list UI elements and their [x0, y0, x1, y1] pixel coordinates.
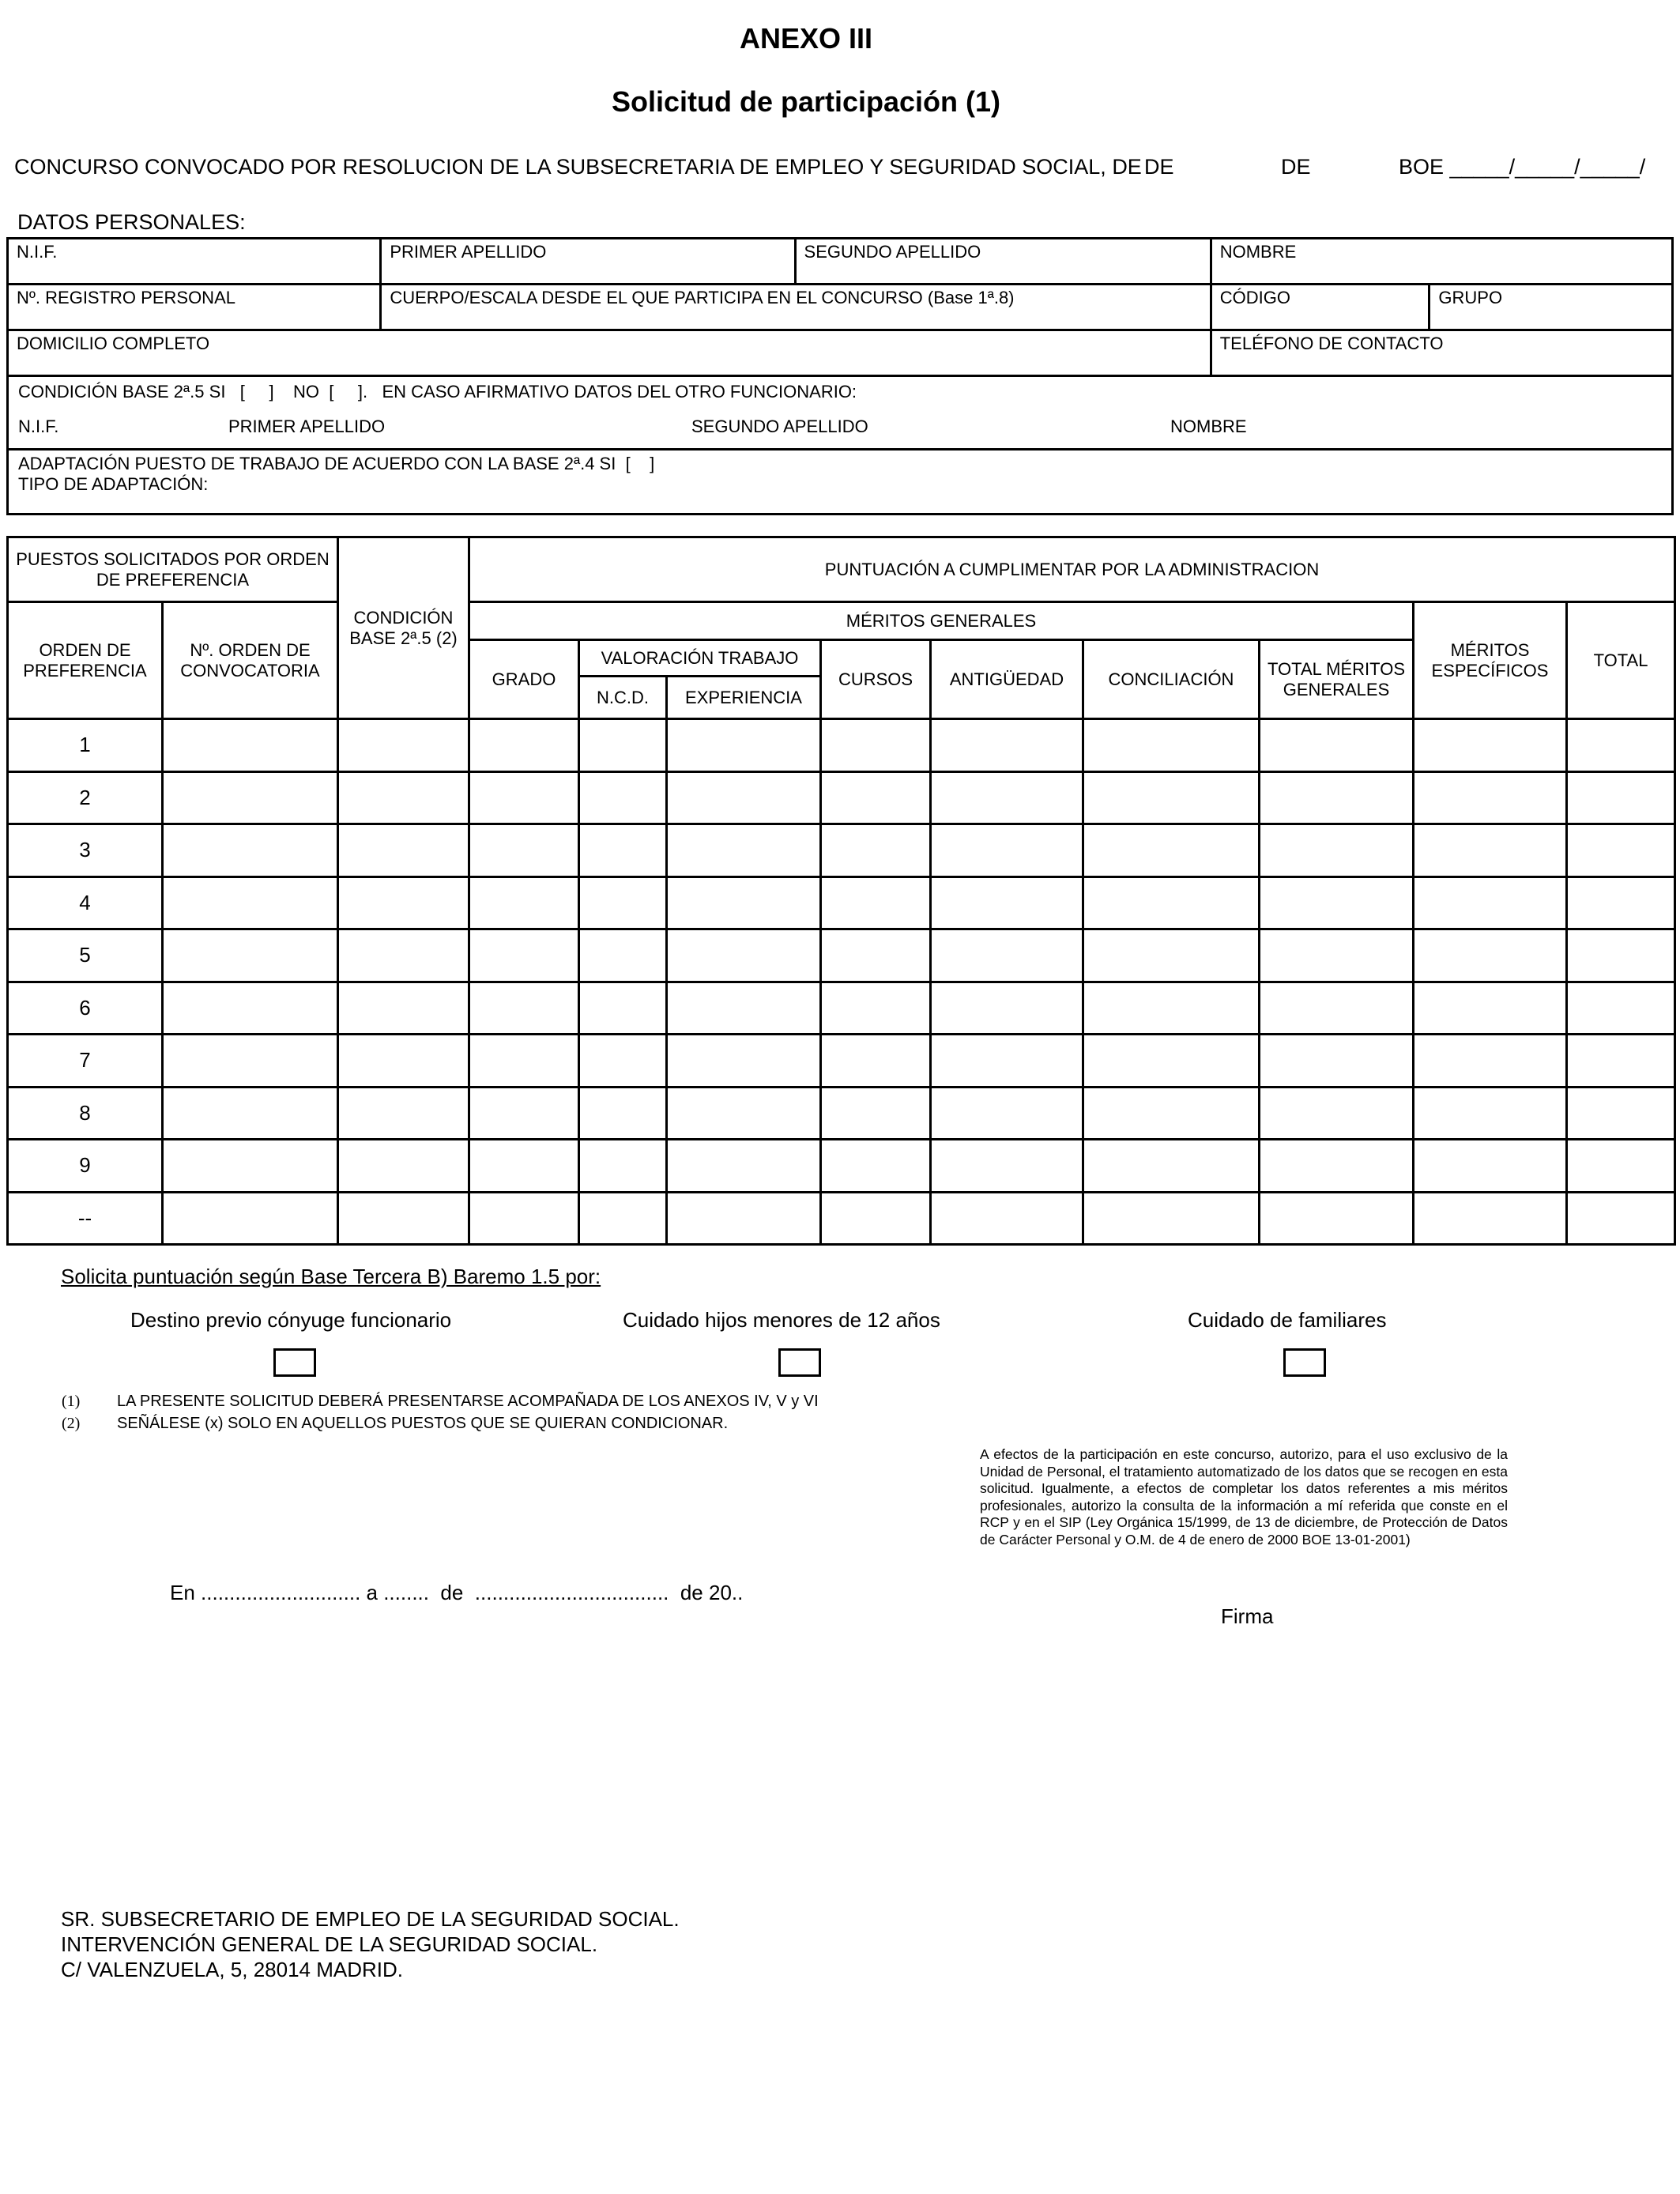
table-cell[interactable]: [1260, 1035, 1414, 1088]
cuerpo-label: CUERPO/ESCALA DESDE EL QUE PARTICIPA EN EL CONCURSO (Base 1ª.8): [390, 288, 1015, 307]
table-cell[interactable]: [931, 929, 1083, 982]
destino-checkbox[interactable]: [273, 1348, 316, 1377]
codigo-label: CÓDIGO: [1219, 288, 1290, 307]
note-2-number: (2): [62, 1415, 81, 1432]
table-cell[interactable]: [1083, 1192, 1260, 1245]
personal-data-table: [6, 237, 1674, 515]
table-cell[interactable]: [667, 1087, 821, 1140]
table-cell[interactable]: [163, 771, 338, 824]
table-cell[interactable]: [1260, 1140, 1414, 1193]
table-cell[interactable]: [1083, 929, 1260, 982]
table-cell[interactable]: [1414, 1192, 1567, 1245]
ncd-header: N.C.D.: [579, 677, 667, 719]
note-1-text: LA PRESENTE SOLICITUD DEBERÁ PRESENTARSE ACOMPAÑADA DE LOS ANEXOS IV, V y VI: [117, 1393, 819, 1410]
adaptacion-label: ADAPTACIÓN PUESTO DE TRABAJO DE ACUERDO CON LA BASE 2ª.4 SI [ ]: [18, 454, 655, 473]
table-cell[interactable]: [821, 1035, 931, 1088]
table-cell[interactable]: [579, 824, 667, 877]
table-cell[interactable]: [1260, 929, 1414, 982]
document-subtitle: Solicitud de participación (1): [611, 85, 1001, 118]
note-2-text: SEÑÁLESE (x) SOLO EN AQUELLOS PUESTOS QUE SE QUIERAN CONDICIONAR.: [117, 1415, 729, 1432]
row-number: 7: [8, 1035, 163, 1088]
hijos-checkbox[interactable]: [778, 1348, 821, 1377]
otro-funcionario-line: [18, 417, 1662, 443]
condicion-header: CONDICIÓN BASE 2ª.5 (2): [338, 537, 469, 719]
note-2: [62, 1415, 728, 1433]
option-destino-label: Destino previo cónyuge funcionario: [130, 1308, 452, 1332]
row-number: 8: [8, 1087, 163, 1140]
row-number: 3: [8, 824, 163, 877]
primer-apellido-field[interactable]: [381, 239, 795, 285]
table-cell[interactable]: [469, 929, 579, 982]
table-cell[interactable]: [469, 824, 579, 877]
table-row: [8, 824, 1675, 877]
familiares-checkbox[interactable]: [1283, 1348, 1326, 1377]
table-cell[interactable]: [469, 771, 579, 824]
table-cell[interactable]: [469, 982, 579, 1035]
table-cell[interactable]: [1260, 1192, 1414, 1245]
antiguedad-header: ANTIGÜEDAD: [931, 640, 1083, 719]
table-cell[interactable]: [1260, 771, 1414, 824]
segundo-apellido-field[interactable]: [795, 239, 1211, 285]
table-cell[interactable]: [1567, 929, 1675, 982]
orden-preferencia-header: ORDEN DE PREFERENCIA: [8, 602, 163, 719]
row-number: 1: [8, 719, 163, 772]
firma-label: Firma: [1221, 1604, 1274, 1628]
otro-nombre-label: NOMBRE: [1170, 417, 1247, 436]
row-number: 4: [8, 876, 163, 929]
total-meritos-header: TOTAL MÉRITOS GENERALES: [1260, 640, 1414, 719]
table-cell[interactable]: [338, 929, 469, 982]
table-row: [8, 719, 1675, 772]
table-cell[interactable]: [667, 719, 821, 772]
table-cell[interactable]: [579, 929, 667, 982]
table-cell[interactable]: [821, 771, 931, 824]
de-label-1: DE: [1144, 155, 1174, 179]
table-cell[interactable]: [1083, 719, 1260, 772]
table-cell[interactable]: [1083, 876, 1260, 929]
adaptacion-section[interactable]: [8, 450, 1673, 515]
table-row: [8, 982, 1675, 1035]
table-cell[interactable]: [338, 1087, 469, 1140]
tipo-adaptacion-label: TIPO DE ADAPTACIÓN:: [18, 474, 209, 494]
nombre-field[interactable]: [1211, 239, 1672, 285]
table-cell[interactable]: [163, 719, 338, 772]
table-cell[interactable]: [1567, 719, 1675, 772]
solicita-label: Solicita puntuación según Base Tercera B) Baremo 1.5 por:: [61, 1265, 601, 1288]
condicion-line: [18, 382, 1662, 409]
table-cell[interactable]: [1567, 982, 1675, 1035]
table-cell[interactable]: [667, 771, 821, 824]
grado-header: GRADO: [469, 640, 579, 719]
table-cell[interactable]: [821, 719, 931, 772]
table-cell[interactable]: [931, 1087, 1083, 1140]
table-cell[interactable]: [1260, 1087, 1414, 1140]
table-cell[interactable]: [1567, 1035, 1675, 1088]
table-row: [8, 1140, 1675, 1193]
table-cell[interactable]: [579, 876, 667, 929]
table-cell[interactable]: [163, 1035, 338, 1088]
address-line-2: INTERVENCIÓN GENERAL DE LA SEGURIDAD SOCIAL.: [61, 1932, 598, 1956]
table-cell[interactable]: [1567, 1192, 1675, 1245]
address-block: [61, 1906, 680, 1982]
condicion-label: CONDICIÓN BASE 2ª.5 SI [ ] NO [ ]. EN CASO AFIRMATIVO DATOS DEL OTRO FUNCIONARIO:: [18, 382, 857, 401]
table-cell[interactable]: [1414, 876, 1567, 929]
table-cell[interactable]: [1414, 824, 1567, 877]
table-row: [8, 929, 1675, 982]
table-cell[interactable]: [163, 1087, 338, 1140]
table-cell[interactable]: [1414, 771, 1567, 824]
table-cell[interactable]: [1567, 824, 1675, 877]
table-cell[interactable]: [931, 771, 1083, 824]
table-cell[interactable]: [931, 719, 1083, 772]
table-cell[interactable]: [338, 1140, 469, 1193]
table-cell[interactable]: [667, 876, 821, 929]
table-cell[interactable]: [931, 982, 1083, 1035]
segundo-apellido-label: SEGUNDO APELLIDO: [804, 242, 981, 262]
grupo-field[interactable]: [1430, 285, 1673, 330]
table-cell[interactable]: [667, 1035, 821, 1088]
table-cell[interactable]: [469, 876, 579, 929]
table-cell[interactable]: [931, 1035, 1083, 1088]
table-cell[interactable]: [1567, 1140, 1675, 1193]
table-cell[interactable]: [821, 876, 931, 929]
meritos-generales-header: MÉRITOS GENERALES: [469, 602, 1414, 640]
table-cell[interactable]: [667, 1192, 821, 1245]
row-number: 2: [8, 771, 163, 824]
table-cell[interactable]: [821, 982, 931, 1035]
table-cell[interactable]: [667, 824, 821, 877]
table-cell[interactable]: [338, 876, 469, 929]
table-cell[interactable]: [163, 982, 338, 1035]
de-label-2: DE: [1281, 155, 1311, 179]
registro-label: Nº. REGISTRO PERSONAL: [17, 288, 235, 307]
table-cell[interactable]: [579, 771, 667, 824]
table-cell[interactable]: [579, 719, 667, 772]
otro-segundo-apellido-label: SEGUNDO APELLIDO: [691, 417, 868, 436]
puntuacion-header: PUNTUACIÓN A CUMPLIMENTAR POR LA ADMINISTRACION: [469, 537, 1675, 602]
conciliacion-header: CONCILIACIÓN: [1083, 640, 1260, 719]
table-cell[interactable]: [821, 824, 931, 877]
primer-apellido-label: PRIMER APELLIDO: [390, 242, 547, 262]
cursos-header: CURSOS: [821, 640, 931, 719]
table-cell[interactable]: [1260, 982, 1414, 1035]
domicilio-field[interactable]: [8, 330, 1211, 376]
table-cell[interactable]: [469, 1140, 579, 1193]
option-hijos-label: Cuidado hijos menores de 12 años: [623, 1308, 940, 1332]
meritos-especificos-header: MÉRITOS ESPECÍFICOS: [1414, 602, 1567, 719]
cuerpo-field[interactable]: [381, 285, 1211, 330]
table-cell[interactable]: [579, 1087, 667, 1140]
table-cell[interactable]: [667, 1140, 821, 1193]
table-cell[interactable]: [338, 824, 469, 877]
table-cell[interactable]: [1567, 876, 1675, 929]
table-row: [8, 876, 1675, 929]
table-cell[interactable]: [1567, 771, 1675, 824]
table-cell[interactable]: [579, 982, 667, 1035]
table-cell[interactable]: [579, 1140, 667, 1193]
table-cell[interactable]: [1567, 1087, 1675, 1140]
table-cell[interactable]: [667, 982, 821, 1035]
grupo-label: GRUPO: [1438, 288, 1503, 307]
table-cell[interactable]: [163, 929, 338, 982]
total-header: TOTAL: [1567, 602, 1675, 719]
row-number: 9: [8, 1140, 163, 1193]
nif-label: N.I.F.: [17, 242, 58, 262]
place-date-line[interactable]: En ............................ a ........ de .................................. de 20..: [170, 1581, 744, 1604]
table-cell[interactable]: [1414, 1140, 1567, 1193]
concurso-text: CONCURSO CONVOCADO POR RESOLUCION DE LA SUBSECRETARIA DE EMPLEO Y SEGURIDAD SOCIAL, DE: [14, 155, 1142, 179]
table-cell[interactable]: [1083, 824, 1260, 877]
table-cell[interactable]: [1260, 824, 1414, 877]
address-line-1: SR. SUBSECRETARIO DE EMPLEO DE LA SEGURIDAD SOCIAL.: [61, 1907, 680, 1931]
valoracion-header: VALORACIÓN TRABAJO: [579, 640, 821, 677]
table-cell[interactable]: [469, 1087, 579, 1140]
experiencia-header: EXPERIENCIA: [667, 677, 821, 719]
table-cell[interactable]: [163, 876, 338, 929]
puestos-table: [6, 536, 1676, 1246]
table-row: [8, 1192, 1675, 1245]
codigo-field[interactable]: [1211, 285, 1430, 330]
table-cell[interactable]: [1260, 719, 1414, 772]
domicilio-label: DOMICILIO COMPLETO: [17, 334, 210, 353]
table-cell[interactable]: [469, 1192, 579, 1245]
table-cell[interactable]: [163, 1192, 338, 1245]
consent-text: A efectos de la participación en este concurso, autorizo, para el uso exclusivo de la Unidad de Personal, el tratamiento automatizado de los datos que se recogen en esta solicitud. Igualmente, a efectos de completar los datos referentes a mis méritos profesionales, autorizo la consulta de la información a mí referida que conste en el RCP y en el SIP (Ley Orgánica 15/1999, de 13 de diciembre, de Protección de Datos de Carácter Personal y O.M. de 4 de enero de 2000 BOE 13-01-2001): [980, 1446, 1508, 1547]
table-cell[interactable]: [821, 1140, 931, 1193]
table-cell[interactable]: [1414, 719, 1567, 772]
table-cell[interactable]: [1083, 1140, 1260, 1193]
boe-field[interactable]: BOE _____/_____/_____/: [1399, 155, 1646, 179]
otro-primer-apellido-label: PRIMER APELLIDO: [228, 417, 386, 436]
table-row: [8, 1087, 1675, 1140]
table-cell[interactable]: [469, 1035, 579, 1088]
nif-field[interactable]: [8, 239, 381, 285]
otro-nif-label: N.I.F.: [18, 417, 59, 436]
telefono-label: TELÉFONO DE CONTACTO: [1219, 334, 1444, 353]
table-cell[interactable]: [1083, 1035, 1260, 1088]
row-number: 6: [8, 982, 163, 1035]
registro-field[interactable]: [8, 285, 381, 330]
nombre-label: NOMBRE: [1219, 242, 1297, 262]
table-cell[interactable]: [667, 929, 821, 982]
table-cell[interactable]: [931, 824, 1083, 877]
table-cell[interactable]: [1083, 771, 1260, 824]
table-cell[interactable]: [1083, 982, 1260, 1035]
table-cell[interactable]: [338, 719, 469, 772]
table-cell[interactable]: [338, 1192, 469, 1245]
option-familiares-label: Cuidado de familiares: [1188, 1308, 1387, 1332]
note-1: [62, 1393, 819, 1411]
puestos-header: PUESTOS SOLICITADOS POR ORDEN DE PREFERENCIA: [8, 537, 338, 602]
table-cell[interactable]: [163, 824, 338, 877]
table-cell[interactable]: [579, 1035, 667, 1088]
table-cell[interactable]: [1414, 1035, 1567, 1088]
address-line-3: C/ VALENZUELA, 5, 28014 MADRID.: [61, 1958, 404, 1981]
table-cell[interactable]: [579, 1192, 667, 1245]
table-row: [8, 1035, 1675, 1088]
table-cell[interactable]: [338, 982, 469, 1035]
table-cell[interactable]: [1414, 1087, 1567, 1140]
table-cell[interactable]: [338, 1035, 469, 1088]
table-cell[interactable]: [1083, 1087, 1260, 1140]
table-cell[interactable]: [1414, 982, 1567, 1035]
datos-personales-label: DATOS PERSONALES:: [17, 210, 246, 234]
row-number: --: [8, 1192, 163, 1245]
document-title: ANEXO III: [739, 22, 873, 55]
table-cell[interactable]: [1414, 929, 1567, 982]
telefono-field[interactable]: [1211, 330, 1672, 376]
table-cell[interactable]: [821, 929, 931, 982]
orden-convocatoria-header: Nº. ORDEN DE CONVOCATORIA: [163, 602, 338, 719]
table-row: [8, 771, 1675, 824]
note-1-number: (1): [62, 1393, 81, 1410]
table-cell[interactable]: [931, 1192, 1083, 1245]
row-number: 5: [8, 929, 163, 982]
table-cell[interactable]: [931, 1140, 1083, 1193]
table-cell[interactable]: [1260, 876, 1414, 929]
table-cell[interactable]: [469, 719, 579, 772]
condicion-section[interactable]: [8, 376, 1673, 450]
table-cell[interactable]: [821, 1087, 931, 1140]
table-cell[interactable]: [821, 1192, 931, 1245]
table-cell[interactable]: [163, 1140, 338, 1193]
table-cell[interactable]: [931, 876, 1083, 929]
table-cell[interactable]: [338, 771, 469, 824]
